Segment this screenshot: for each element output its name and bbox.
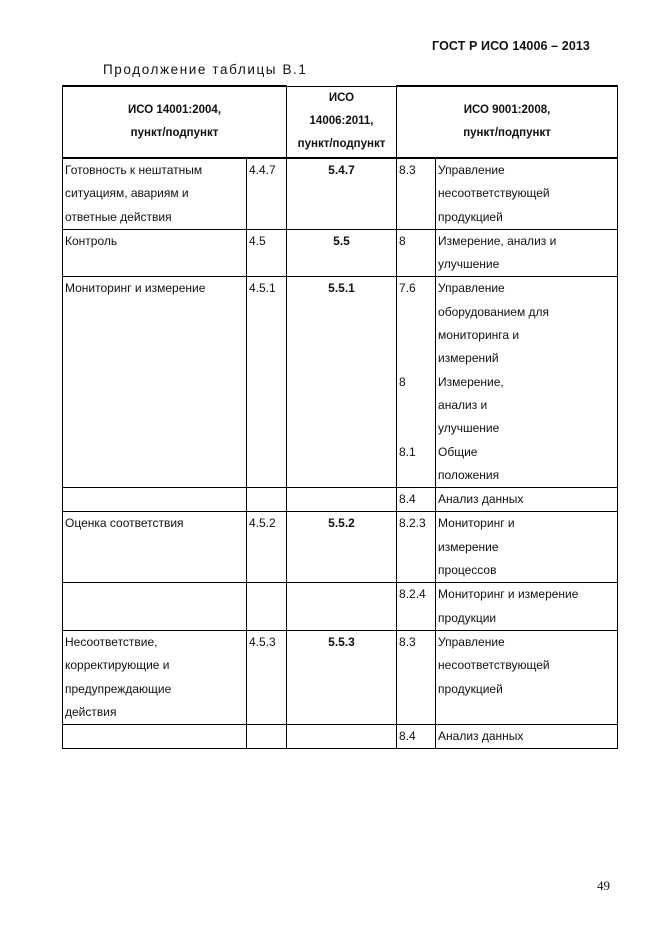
cell-line: продукции bbox=[438, 610, 497, 625]
iso9001-title-cell bbox=[436, 229, 618, 277]
table-row bbox=[63, 371, 618, 441]
iso14001-clause-cell: 4.5 bbox=[247, 229, 287, 277]
iso14001-clause-cell: 4.4.7 bbox=[247, 158, 287, 229]
iso14006-clause-cell bbox=[287, 371, 397, 441]
iso14006-clause-cell: 5.5.1 bbox=[287, 277, 397, 371]
iso14006-clause-cell bbox=[287, 488, 397, 512]
iso14001-clause-cell bbox=[247, 488, 287, 512]
table-row bbox=[63, 725, 618, 749]
cell-line: мониторинга и bbox=[438, 328, 520, 343]
cell-line: продукцией bbox=[438, 209, 503, 224]
iso14006-clause-cell bbox=[287, 441, 397, 488]
header-iso-9001 bbox=[397, 86, 618, 158]
cell-line: ситуациям, авариям и bbox=[65, 186, 189, 201]
cell-line: Анализ данных bbox=[438, 492, 524, 507]
cell-line: корректирующие и bbox=[65, 658, 170, 673]
table-caption: Продолжение таблицы В.1 bbox=[103, 62, 308, 77]
cell-line: Контроль bbox=[65, 233, 118, 248]
iso14001-title-cell bbox=[63, 158, 247, 229]
cell-line: Управление bbox=[438, 281, 505, 296]
iso9001-clause-cell: 8.3 bbox=[397, 630, 436, 724]
correspondence-table bbox=[62, 85, 618, 749]
iso9001-clause-cell: 8.2.4 bbox=[397, 583, 436, 631]
iso14006-clause-cell bbox=[287, 725, 397, 749]
cell-line: Мониторинг и bbox=[438, 516, 515, 531]
iso14001-title-cell bbox=[63, 229, 247, 277]
iso9001-clause-cell: 8.1 bbox=[397, 441, 436, 488]
header-line: ИСО 14001:2004, bbox=[128, 104, 222, 116]
table-row bbox=[63, 630, 618, 724]
iso14001-title-cell bbox=[63, 441, 247, 488]
header-line: ИСО 9001:2008, bbox=[463, 104, 551, 116]
table-row bbox=[63, 229, 618, 277]
document-code: ГОСТ Р ИСО 14006 – 2013 bbox=[432, 39, 590, 53]
iso14001-clause-cell bbox=[247, 725, 287, 749]
iso9001-title-cell bbox=[436, 725, 618, 749]
cell-line: положения bbox=[438, 467, 500, 482]
iso14001-title-cell bbox=[63, 371, 247, 441]
iso14001-clause-cell: 4.5.2 bbox=[247, 512, 287, 583]
iso14001-clause-cell: 4.5.3 bbox=[247, 630, 287, 724]
iso14001-title-cell bbox=[63, 512, 247, 583]
iso14001-title-cell bbox=[63, 630, 247, 724]
iso9001-title-cell bbox=[436, 512, 618, 583]
cell-line: измерений bbox=[438, 351, 499, 366]
iso14001-title-cell bbox=[63, 488, 247, 512]
cell-line: Общие bbox=[438, 444, 478, 459]
cell-line: Мониторинг и измерение bbox=[65, 281, 206, 296]
iso9001-title-cell bbox=[436, 441, 618, 488]
header-line: ИСО bbox=[328, 92, 355, 105]
iso9001-title-cell bbox=[436, 583, 618, 631]
cell-line: Управление bbox=[438, 163, 505, 177]
cell-line: улучшение bbox=[438, 421, 500, 436]
iso9001-clause-cell: 7.6 bbox=[397, 277, 436, 371]
iso9001-clause-cell: 8.4 bbox=[397, 488, 436, 512]
iso9001-clause-cell: 8 bbox=[397, 371, 436, 441]
table-row bbox=[63, 158, 618, 229]
iso14001-title-cell bbox=[63, 725, 247, 749]
cell-line: ответные действия bbox=[65, 209, 172, 224]
header-line: пункт/подпункт bbox=[297, 138, 386, 151]
cell-line: несоответствующей bbox=[438, 658, 550, 673]
cell-line: Управление bbox=[438, 634, 505, 649]
iso14006-clause-cell: 5.5.2 bbox=[287, 512, 397, 583]
cell-line: Анализ данных bbox=[438, 729, 524, 744]
iso14001-clause-cell bbox=[247, 441, 287, 488]
iso14001-title-cell bbox=[63, 277, 247, 371]
iso9001-clause-cell: 8.3 bbox=[397, 158, 436, 229]
iso14001-title-cell bbox=[63, 583, 247, 631]
table-header-row bbox=[63, 86, 618, 158]
iso9001-title-cell bbox=[436, 158, 618, 229]
iso14006-clause-cell bbox=[287, 583, 397, 631]
cell-line: Мониторинг и измерение bbox=[438, 587, 579, 602]
cell-line: измерение bbox=[438, 539, 499, 554]
cell-line: продукцией bbox=[438, 681, 503, 696]
iso9001-clause-cell: 8.4 bbox=[397, 725, 436, 749]
cell-line: процессов bbox=[438, 563, 497, 578]
cell-line: Измерение, анализ и bbox=[438, 233, 557, 248]
table-row bbox=[63, 441, 618, 488]
iso9001-clause-cell: 8.2.3 bbox=[397, 512, 436, 583]
cell-line: Несоответствие, bbox=[65, 634, 158, 649]
page-number: 49 bbox=[597, 878, 610, 893]
cell-line: Оценка соответствия bbox=[65, 516, 184, 531]
iso14001-clause-cell bbox=[247, 583, 287, 631]
cell-line: действия bbox=[65, 704, 117, 719]
iso9001-clause-cell: 8 bbox=[397, 229, 436, 277]
header-line: 14006:2011, bbox=[309, 115, 374, 128]
header-line: пункт/подпункт bbox=[130, 127, 219, 139]
header-iso-14006 bbox=[287, 86, 397, 158]
table-row bbox=[63, 277, 618, 371]
iso14006-clause-cell: 5.4.7 bbox=[287, 158, 397, 229]
table-row bbox=[63, 512, 618, 583]
cell-line: улучшение bbox=[438, 257, 500, 272]
iso9001-title-cell bbox=[436, 630, 618, 724]
cell-line: предупреждающие bbox=[65, 681, 172, 696]
cell-line: несоответствующей bbox=[438, 186, 550, 201]
iso14001-clause-cell: 4.5.1 bbox=[247, 277, 287, 371]
header-iso-14001 bbox=[63, 86, 287, 158]
iso14006-clause-cell: 5.5 bbox=[287, 229, 397, 277]
iso14001-clause-cell bbox=[247, 371, 287, 441]
header-line: пункт/подпункт bbox=[463, 127, 551, 139]
iso9001-title-cell bbox=[436, 277, 618, 371]
cell-line: Измерение, bbox=[438, 374, 504, 389]
cell-line: Готовность к нештатным bbox=[65, 163, 203, 177]
table-row bbox=[63, 583, 618, 631]
table-body bbox=[63, 158, 618, 749]
iso9001-title-cell bbox=[436, 371, 618, 441]
cell-line: анализ и bbox=[438, 397, 488, 412]
table-row bbox=[63, 488, 618, 512]
iso9001-title-cell bbox=[436, 488, 618, 512]
iso14006-clause-cell: 5.5.3 bbox=[287, 630, 397, 724]
cell-line: оборудованием для bbox=[438, 304, 550, 319]
